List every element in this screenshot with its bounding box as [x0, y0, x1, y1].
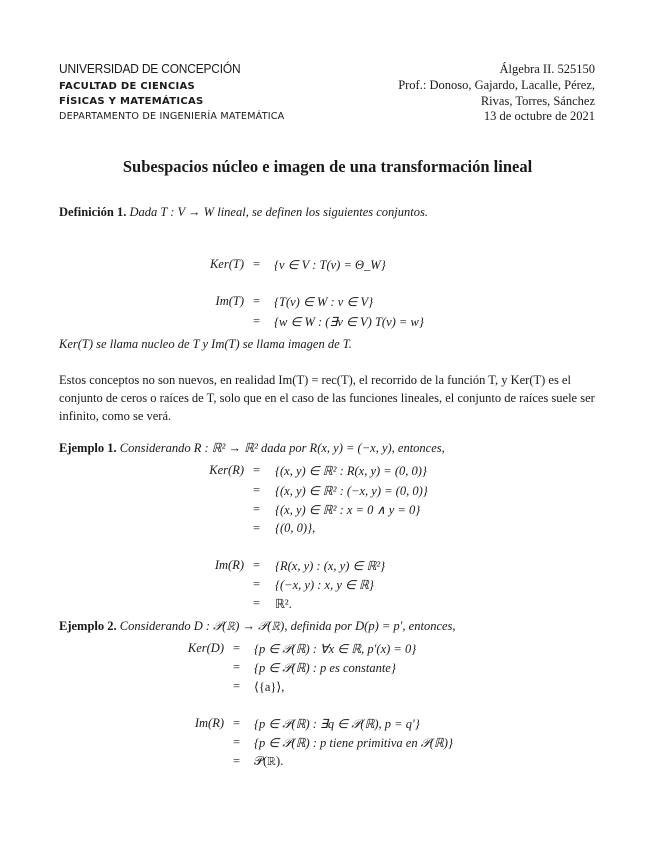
eq-sign: = [253, 502, 261, 516]
example-2-statement [59, 619, 456, 634]
ex1-ker-rhs-4: {(0, 0)}, [275, 521, 316, 535]
example-1-label: Ejemplo 1. [59, 441, 117, 455]
ex2-im-lhs: Im(R) [194, 716, 224, 730]
eq-sign: = [233, 754, 241, 768]
eq-sign: = [233, 679, 241, 693]
eq-sign: = [253, 558, 261, 572]
eq-sign: = [233, 716, 241, 730]
definition-statement [59, 205, 428, 220]
example-2-label: Ejemplo 2. [59, 619, 117, 633]
ex1-ker-lhs: Ker(R) [209, 463, 244, 477]
faculty-line-2: FÍSICAS Y MATEMÁTICAS [59, 96, 204, 107]
eq-sign: = [253, 463, 261, 477]
ex2-im-rhs-3: 𝒫(ℝ). [254, 754, 284, 768]
eq-sign: = [253, 521, 261, 535]
eq-sign: = [233, 641, 241, 655]
ex1-im-rhs-1: {R(x, y) : (x, y) ∈ ℝ²} [275, 559, 386, 573]
course-code: Álgebra II. 525150 [499, 62, 595, 76]
ex1-ker-rhs-3: {(x, y) ∈ ℝ² : x = 0 ∧ y = 0} [275, 503, 421, 517]
page-title: Subespacios núcleo e imagen de una transformación lineal [122, 157, 533, 176]
definition-naming: Ker(T) se llama nucleo de T y Im(T) se llama imagen de T. [59, 337, 352, 351]
ex2-im-rhs-2: {p ∈ 𝒫(ℝ) : p tiene primitiva en 𝒫(ℝ)} [254, 736, 453, 750]
eq-sign: = [253, 314, 261, 328]
ex2-ker-rhs-1: {p ∈ 𝒫(ℝ) : ∀x ∈ ℝ, p′(x) = 0} [254, 642, 417, 656]
eq-sign: = [253, 596, 261, 610]
university-name: UNIVERSIDAD DE CONCEPCIÓN [59, 61, 241, 76]
faculty-line-1: FACULTAD DE CIENCIAS [59, 81, 196, 92]
example-2-text: Considerando D : 𝒫(ℝ) → 𝒫(ℝ), definida por D(p) = p′, entonces, [119, 619, 456, 633]
example-1-statement [59, 440, 445, 456]
eq-sign: = [253, 257, 261, 271]
ex2-ker-rhs-2: {p ∈ 𝒫(ℝ) : p es constante} [254, 661, 396, 675]
ex1-im-rhs-3: ℝ². [275, 597, 292, 611]
document-date: 13 de octubre de 2021 [483, 109, 595, 123]
def-im-lhs: Im(T) [215, 294, 244, 308]
department-name: DEPARTAMENTO DE INGENIERÍA MATEMÁTICA [59, 111, 285, 122]
ex2-ker-lhs: Ker(D) [187, 641, 224, 655]
ex1-ker-rhs-2: {(x, y) ∈ ℝ² : (−x, y) = (0, 0)} [275, 484, 428, 498]
ex2-im-rhs-1: {p ∈ 𝒫(ℝ) : ∃q ∈ 𝒫(ℝ), p = q′} [254, 717, 420, 731]
eq-sign: = [253, 577, 261, 591]
def-im-rhs-1: {T(v) ∈ W : v ∈ V} [274, 295, 374, 309]
professors-line-1: Prof.: Donoso, Gajardo, Lacalle, Pérez, [398, 78, 595, 92]
eq-sign: = [253, 483, 261, 497]
example-1-text: Considerando R : ℝ² → ℝ² dada por R(x, y) = (−x, y), entonces, [119, 441, 445, 455]
ex1-im-rhs-2: {(−x, y) : x, y ∈ ℝ} [275, 578, 374, 592]
eq-sign: = [253, 294, 261, 308]
def-ker-lhs: Ker(T) [209, 257, 244, 271]
explanation-paragraph: Estos conceptos no son nuevos, en realidad Im(T) = rec(T), el recorrido de la función T, y Ker(T) es el conjunto de ceros o raíces de T, solo que en el caso de las funciones lineales, el conjunto de raíces suele ser infinito, como se verá. [59, 373, 595, 423]
def-ker-rhs: {v ∈ V : T(v) = Θ_W} [274, 258, 386, 272]
ex1-ker-rhs-1: {(x, y) ∈ ℝ² : R(x, y) = (0, 0)} [275, 464, 427, 478]
eq-sign: = [233, 660, 241, 674]
ex1-im-lhs: Im(R) [214, 558, 244, 572]
eq-sign: = [233, 735, 241, 749]
ex2-ker-rhs-3: ⟨{a}⟩, [254, 680, 285, 694]
definition-label: Definición 1. [59, 205, 127, 219]
professors-line-2: Rivas, Torres, Sánchez [480, 94, 595, 108]
definition-text: Dada T : V → W lineal, se definen los siguientes conjuntos. [129, 205, 428, 219]
def-im-rhs-2: {w ∈ W : (∃v ∈ V) T(v) = w} [274, 315, 424, 329]
